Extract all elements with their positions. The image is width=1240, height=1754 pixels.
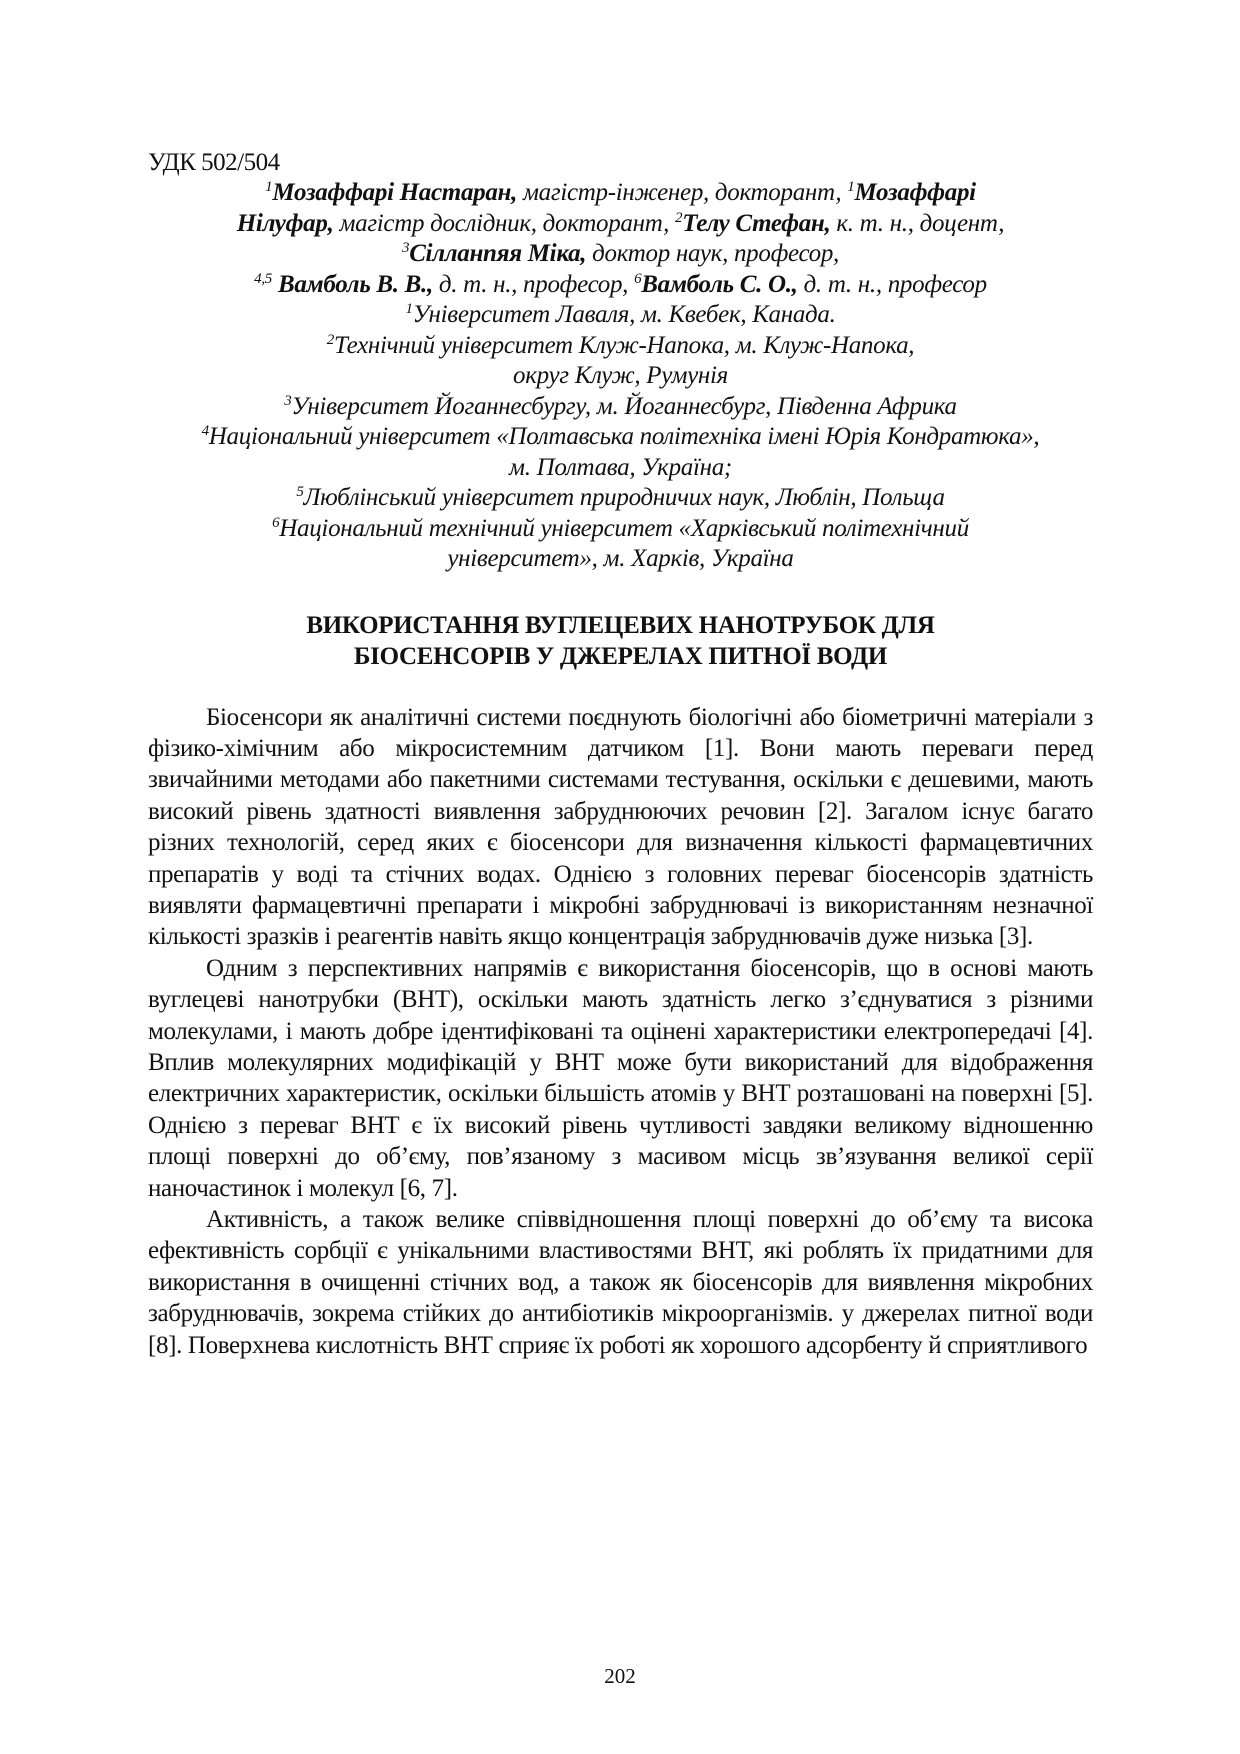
author-name: Мозаффарі: [854, 179, 976, 206]
author-role: магістр дослідник, докторант,: [333, 209, 675, 237]
author-name: Телу Стефан,: [682, 209, 831, 237]
author-line: [148, 239, 1093, 270]
body-text: [148, 702, 1093, 1362]
affiliation-marker: 3: [401, 240, 410, 256]
paragraph: Активність, а також велике співвідношення площі поверхні до об’єму та висока ефективність сорбції є унікальними властивостями ВНТ, які роблять їх придатними для використання в очищенні стічних вод, а також як біосенсорів для виявлення мікробних забруднювачів, зокрема стійких до антибіотиків мікроорганізмів. у джерелах питної води [8]. Поверхнева кислотність ВНТ сприяє їх роботі як хорошого адсорбенту й сприятливого: [148, 1206, 1093, 1359]
affiliation-text: округ Клуж, Румунія: [513, 362, 728, 389]
author-list: [148, 178, 1093, 300]
title-line: БІОСЕНСОРІВ У ДЖЕРЕЛАХ ПИТНОЇ ВОДИ: [353, 642, 888, 670]
affiliation-text: м. Полтава, Україна;: [509, 453, 732, 481]
author-role: доктор наук, професор,: [586, 240, 840, 267]
title-line: ВИКОРИСТАННЯ ВУГЛЕЦЕВИХ НАНОТРУБОК ДЛЯ: [306, 611, 935, 639]
paper-title: [148, 610, 1093, 672]
author-role: магістр-інженер, докторант,: [517, 179, 848, 206]
affiliation-marker: 3: [284, 392, 292, 409]
affiliation-text: Національний технічний університет «Харківський політехнічний: [279, 514, 969, 542]
affiliation-text: Національний університет «Полтавська політехніка імені Юрія Кондратюка»,: [208, 423, 1040, 450]
paragraph: Біосенсори як аналітичні системи поєднують біологічні або біометричні матеріали з фізико-хімічним або мікросистемним датчиком [1]. Вони мають переваги перед звичайними методами або пакетними системами тестування, оскільки є дешевими, мають високий рівень здатності виявлення забруднюючих речовин [2]. Загалом існує багато різних технологій, серед яких є біосенсори для визначення кількості фармацевтичних препаратів у воді та стічних водах. Однією з головних переваг біосенсорів здатність виявляти фармацевтичні препарати і мікробні забруднювачі із використанням незначної кількості зразків і реагентів навіть якщо концентрація забруднювачів дуже низька [3].: [148, 703, 1093, 951]
affiliation-line: [148, 331, 1093, 362]
affiliation-line: [148, 422, 1093, 453]
author-name: Вамболь В. В.,: [272, 270, 433, 298]
affiliation-line: [148, 392, 1093, 423]
affiliation-text: Університет Йоганнесбургу, м. Йоганнесбург, Південна Африка: [291, 392, 957, 420]
affiliation-line: [148, 453, 1093, 484]
affiliation-marker: 2: [326, 331, 334, 348]
udc-code: УДК 502/504: [148, 149, 280, 176]
paper-page: [148, 148, 1093, 1361]
affiliation-text: Люблінський університет природничих наук, Люблін, Польща: [303, 484, 945, 511]
affiliation-line: [148, 483, 1093, 514]
affiliation-marker: 5: [296, 484, 304, 500]
affiliation-text: університет», м. Харків, Україна: [447, 545, 794, 572]
author-name: Сілланпяя Міка,: [409, 240, 587, 267]
author-name: Вамболь С. О.,: [641, 270, 798, 298]
affiliation-marker: 6: [634, 270, 642, 287]
affiliation-text: Університет Лаваля, м. Квебек, Канада.: [412, 301, 836, 328]
author-role: к. т. н., доцент,: [830, 209, 1005, 237]
author-line: [148, 209, 1093, 240]
affiliation-marker: 4,5: [254, 270, 273, 287]
author-role: д. т. н., професор: [797, 270, 987, 298]
affiliation-marker: 1: [405, 301, 413, 317]
affiliation-marker: 1: [847, 179, 855, 195]
affiliation-marker: 1: [265, 179, 273, 195]
author-role: д. т. н., професор,: [432, 270, 635, 298]
author-name: Нілуфар,: [236, 209, 334, 237]
affiliation-line: [148, 544, 1093, 575]
affiliation-marker: 2: [675, 209, 683, 226]
author-line: [148, 270, 1093, 301]
affiliation-marker: 4: [201, 423, 209, 439]
affiliation-text: Технічний університет Клуж-Напока, м. Клуж-Напока,: [333, 331, 915, 359]
paragraph: Одним з перспективних напрямів є використання біосенсорів, що в основі мають вуглецеві нанотрубки (ВНТ), оскільки мають здатність легко з’єднуватися з різними молекулами, і мають добре ідентифіковані та оцінені характеристики електропередачі [4]. Вплив молекулярних модифікацій у ВНТ може бути використаний для відображення електричних характеристик, оскільки більшість атомів у ВНТ розташовані на поверхні [5]. Однією з переваг ВНТ є їх високий рівень чутливості завдяки великому відношенню площі поверхні до об’єму, пов’язаному з масивом місць зв’язування великої серії наночастинок і молекул [6, 7].: [148, 954, 1093, 1202]
affiliation-list: [148, 300, 1093, 575]
author-line: [148, 178, 1093, 209]
page-number: 202: [604, 1664, 636, 1688]
affiliation-line: [148, 300, 1093, 331]
affiliation-line: [148, 361, 1093, 392]
affiliation-marker: 6: [272, 514, 280, 531]
affiliation-line: [148, 514, 1093, 545]
author-name: Мозаффарі Настаран,: [272, 179, 518, 206]
